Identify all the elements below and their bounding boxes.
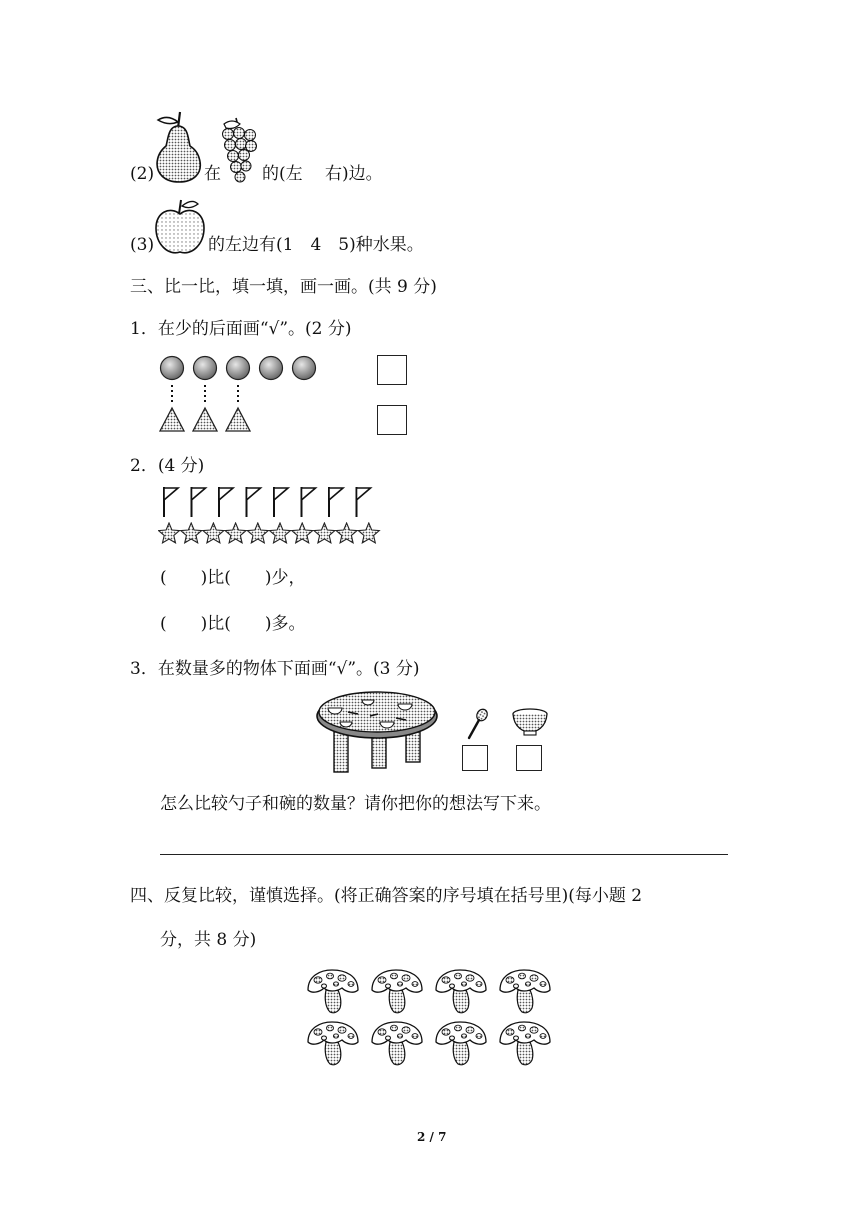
flag-icon: [247, 487, 261, 517]
star-icon: [159, 523, 180, 543]
mushroom-icon: [500, 1022, 550, 1065]
answer-box-bowl[interactable]: [516, 745, 542, 771]
circles-row: [158, 355, 318, 383]
flag-icon: [219, 487, 233, 517]
star-icon: [181, 523, 202, 543]
circle-shape: [227, 357, 250, 380]
compare-blank-more[interactable]: ( )比( )多。: [160, 614, 306, 634]
item2-text: 2．(4 分): [130, 456, 205, 476]
mushroom-grid: [300, 964, 562, 1070]
q2-suffix: 的(左 右)边。: [262, 164, 383, 184]
section4-heading-line1: 四、反复比较，谨慎选择。(将正确答案的序号填在括号里)(每小题 2: [130, 886, 643, 906]
grapes-icon: [218, 116, 262, 184]
dotted-connectors: [158, 384, 258, 404]
answer-box-spoon[interactable]: [462, 745, 488, 771]
item3-text: 3．在数量多的物体下面画“√”。(3 分): [130, 659, 420, 679]
answer-box-triangles[interactable]: [377, 405, 407, 435]
circle-shape: [161, 357, 184, 380]
item1-text: 1．在少的后面画“√”。(2 分): [130, 319, 352, 339]
spoon-icon: [464, 708, 490, 740]
answer-box-circles[interactable]: [377, 355, 407, 385]
bowl-icon: [510, 708, 550, 738]
flag-icon: [357, 487, 371, 517]
star-icon: [203, 523, 224, 543]
stars-row: [158, 522, 384, 546]
star-icon: [314, 523, 335, 543]
q2-middle: 在: [204, 164, 221, 184]
q3-suffix: 的左边有(1 4 5)种水果。: [208, 235, 424, 255]
triangle-shape: [160, 408, 184, 431]
flag-icon: [329, 487, 343, 517]
q3-prefix: (3): [130, 235, 155, 255]
flag-icon: [164, 487, 178, 517]
triangle-shape: [193, 408, 217, 431]
section3-heading: 三、比一比，填一填，画一画。(共 9 分): [130, 277, 437, 297]
flag-icon: [192, 487, 206, 517]
flag-icon: [274, 487, 288, 517]
mushroom-icon: [500, 970, 550, 1013]
mushroom-icon: [436, 1022, 486, 1065]
star-icon: [358, 523, 379, 543]
circle-shape: [194, 357, 217, 380]
mushroom-icon: [372, 1022, 422, 1065]
flag-icon: [302, 487, 316, 517]
section4-heading-line2: 分，共 8 分): [160, 930, 257, 950]
compare-blank-fewer[interactable]: ( )比( )少，: [160, 568, 306, 588]
mushroom-icon: [436, 970, 486, 1013]
star-icon: [336, 523, 357, 543]
star-icon: [292, 523, 313, 543]
mushroom-icon: [308, 1022, 358, 1065]
circle-shape: [293, 357, 316, 380]
circle-shape: [260, 357, 283, 380]
apple-icon: [152, 196, 208, 258]
star-icon: [270, 523, 291, 543]
page-number: 2 / 7: [417, 1130, 447, 1144]
triangles-row: [158, 406, 268, 434]
q2-prefix: (2): [130, 164, 155, 184]
table-with-bowls-icon: [312, 686, 442, 778]
item3-question: 怎么比较勺子和碗的数量？请你把你的想法写下来。: [160, 794, 551, 814]
answer-line[interactable]: [160, 854, 728, 855]
pear-icon: [150, 108, 206, 184]
star-icon: [225, 523, 246, 543]
mushroom-icon: [372, 970, 422, 1013]
mushroom-icon: [308, 970, 358, 1013]
flags-row: [160, 485, 400, 519]
triangle-shape: [226, 408, 250, 431]
star-icon: [247, 523, 268, 543]
